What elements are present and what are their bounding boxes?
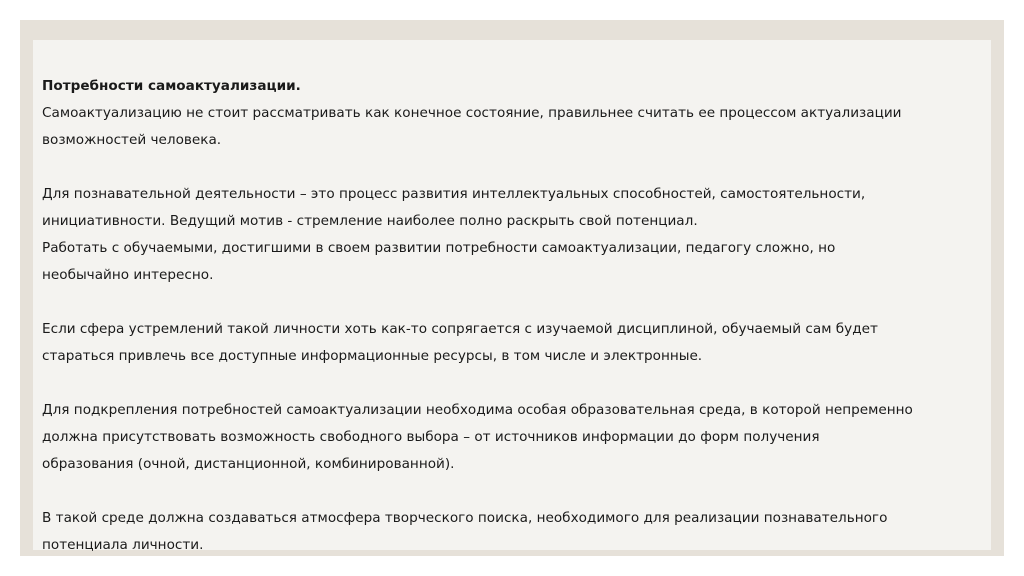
paragraph-gap — [42, 154, 983, 181]
text-line: образования (очной, дистанционной, комбинированной). — [42, 456, 455, 472]
text-line: потенциала личности. — [42, 537, 204, 553]
text-line: Работать с обучаемыми, достигшими в своем развитии потребности самоактуализации, педагогу сложно, но — [42, 240, 836, 256]
text-line: инициативности. Ведущий мотив - стремление наиболее полно раскрыть свой потенциал. — [42, 213, 698, 229]
text-line: Для познавательной деятельности – это процесс развития интеллектуальных способностей, самостоятельности, — [42, 186, 866, 202]
text-line: необычайно интересно. — [42, 267, 214, 283]
paragraph-gap — [42, 370, 983, 397]
text-line: возможностей человека. — [42, 132, 222, 148]
text-line: Для подкрепления потребностей самоактуализации необходима особая образовательная среда, в которой непременно — [42, 402, 913, 418]
paragraph-gap — [42, 478, 983, 505]
text-line: В такой среде должна создаваться атмосфера творческого поиска, необходимого для реализации познавательного — [42, 510, 888, 526]
text-line: Самоактуализацию не стоит рассматривать как конечное состояние, правильнее считать ее процессом актуализации — [42, 105, 902, 121]
text-line: должна присутствовать возможность свободного выбора – от источников информации до форм получения — [42, 429, 820, 445]
slide-frame — [20, 20, 1004, 556]
text-line: Если сфера устремлений такой личности хоть как-то сопрягается с изучаемой дисциплиной, обучаемый сам будет — [42, 321, 878, 337]
content-panel — [33, 40, 991, 553]
paragraph-gap — [42, 289, 983, 316]
text-line: стараться привлечь все доступные информационные ресурсы, в том числе и электронные. — [42, 348, 703, 364]
slide-title: Потребности самоактуализации. — [42, 78, 301, 94]
